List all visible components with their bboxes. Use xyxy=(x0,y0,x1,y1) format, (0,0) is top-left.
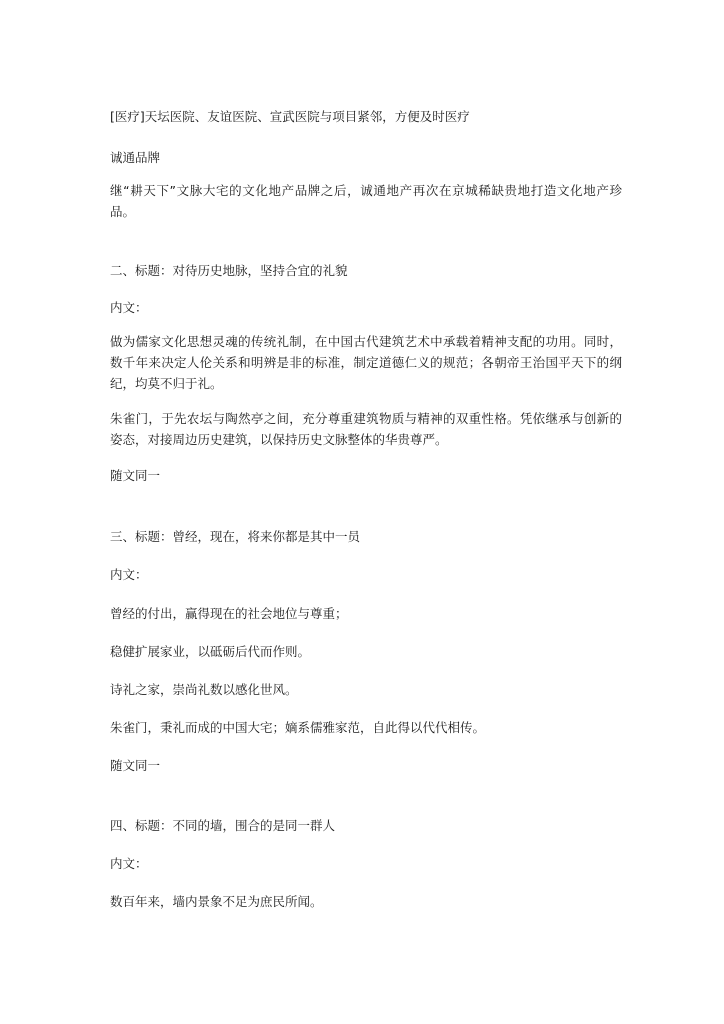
section-3-content-label: 内文： xyxy=(110,567,148,582)
section-3-line-2: 稳健扩展家业，以砥砺后代而作则。 xyxy=(110,644,311,659)
section-4-line-1: 数百年来，墙内景象不足为庶民所闻。 xyxy=(110,894,323,909)
section-2-title: 二、标题：对待历史地脉，坚持合宜的礼貌 xyxy=(110,263,348,278)
section-3-title: 三、标题：曾经，现在，将来你都是其中一员 xyxy=(110,529,361,544)
section-3-line-3: 诗礼之家，崇尚礼数以感化世风。 xyxy=(110,682,298,697)
section-3-caption: 随文同一 xyxy=(110,758,161,773)
section-2-caption: 随文同一 xyxy=(110,468,161,483)
section-3-line-4: 朱雀门，秉礼而成的中国大宅；嫡系儒雅家范，自此得以代代相传。 xyxy=(110,720,486,735)
section-2-paragraph-2: 朱雀门，于先农坛与陶然亭之间，充分尊重建筑物质与精神的双重性格。凭依继承与创新的姿态，对接周边历史建筑，以保持历史文脉整体的华贵尊严。 xyxy=(110,411,622,447)
medical-line: [医疗]天坛医院、友谊医院、宣武医院与项目紧邻，方便及时医疗 xyxy=(110,109,470,124)
section-4-title: 四、标题：不同的墙，围合的是同一群人 xyxy=(110,818,336,833)
brand-paragraph: 继“耕天下”文脉大宅的文化地产品牌之后，诚通地产再次在京城稀缺贵地打造文化地产珍品。 xyxy=(110,183,622,219)
section-4-content-label: 内文： xyxy=(110,856,148,871)
section-3-line-1: 曾经的付出，赢得现在的社会地位与尊重； xyxy=(110,606,348,621)
brand-heading: 诚通品牌 xyxy=(110,150,161,165)
section-2-content-label: 内文： xyxy=(110,300,148,315)
section-2-paragraph-1: 做为儒家文化思想灵魂的传统礼制，在中国古代建筑艺术中承载着精神支配的功用。同时，数千年来决定人伦关系和明辨是非的标准，制定道德仁义的规范；各朝帝王治国平天下的纲纪，均莫不归于礼。 xyxy=(110,334,622,391)
